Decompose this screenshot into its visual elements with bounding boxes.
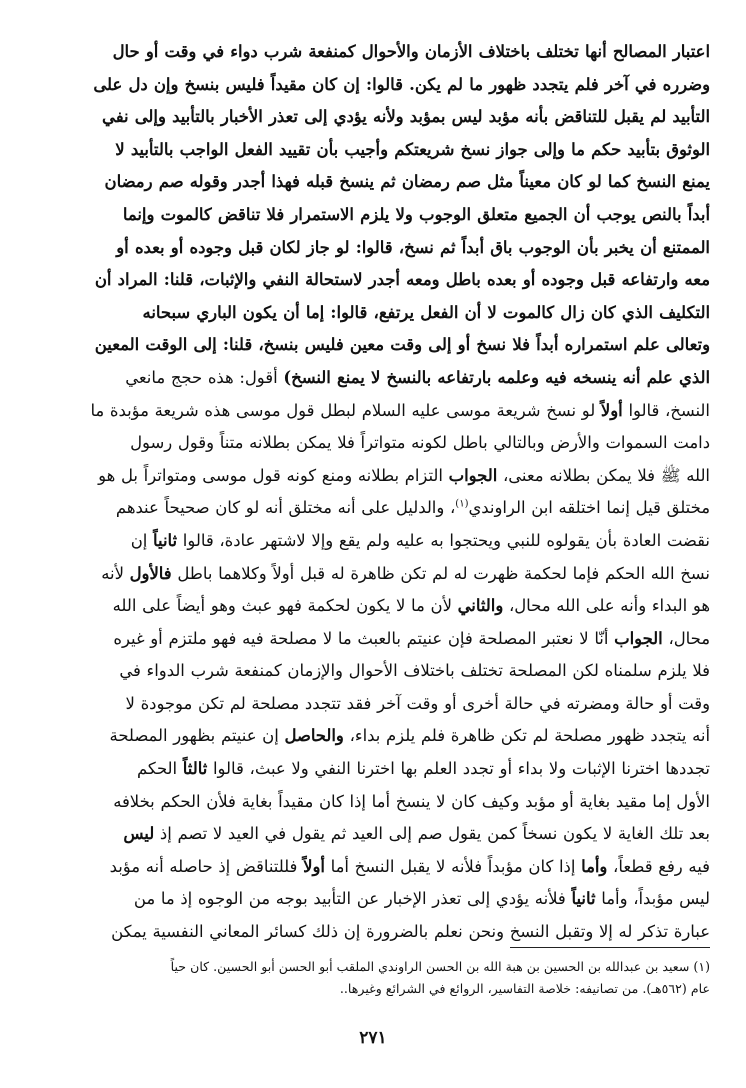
text-segment: والحاصل [284, 726, 344, 746]
text-line [36, 395, 710, 428]
footnote-line: (١) سعيد بن عبدالله بن الحسين بن هبة الله بن الحسن الراوندي الملقب أبو الحسن أبو الحسين. كان حياً [170, 959, 710, 974]
text-line [36, 427, 710, 460]
text-segment: يمنع النسخ كما لو كان معيناً مثل صم رمضان ثم ينسخ قبله فهذا أجدر وقوله صم رمضان [104, 172, 710, 192]
text-segment: دامت السموات والأرض وبالتالي باطل لكونه متواتراً فلا يمكن بطلانه متناً وقول رسول [130, 433, 710, 453]
text-segment: التأبيد لم يقبل للتناقض بأنه مؤبد ليس بمؤبد ولأنه يؤدي إلى تعذر الأخبار بالتأبيد وإلى نفي [102, 107, 710, 127]
text-segment: أولاً [600, 400, 623, 420]
text-line [36, 753, 710, 786]
text-segment: إذا كان مؤبداً فلأنه لا يقبل النسخ أما [324, 856, 582, 876]
text-segment: أبداً بالنص يوجب أن الجميع متعلق الوجوب ولا يلزم الاستمرار فلا تناقض كالموت وإنما [122, 204, 710, 224]
text-segment: الجواب [614, 628, 663, 648]
text-line [36, 851, 710, 884]
text-segment: مختلق قيل إنما اختلقه ابن الراوندي [468, 498, 710, 518]
text-line [36, 590, 710, 623]
text-line [36, 818, 710, 851]
footnote-divider [510, 947, 710, 948]
text-line [36, 558, 710, 591]
text-segment: معه وارتفاعه قبل وجوده أو بعده باطل ومعه أجدر لاستحالة النفي والإثبات، قلنا: المراد أن [94, 270, 710, 290]
text-segment: أقول: هذه حجج مانعي [125, 367, 284, 387]
text-line [36, 688, 710, 721]
text-segment: التكليف الذي كان زال كالموت لا أن الفعل يرتفع، قالوا: إما أن يكون الباري سبحانه [142, 302, 710, 322]
text-segment: الممتنع أن يخبر بأن الوجوب باق أبداً ثم نسخ، قالوا: لو جاز لكان قبل وجوده أو بعده أو [116, 237, 710, 257]
text-segment: لأنه [101, 563, 130, 583]
footnote-line: عام (٥٦٢هـ). من تصانيفه: خلاصة التفاسير، الروائع في الشرائع وغيرها.. [339, 981, 710, 996]
text-line [36, 36, 710, 69]
text-line [36, 883, 710, 916]
text-segment: إن عنيتم بظهور المصلحة [109, 726, 285, 746]
text-line [36, 134, 710, 167]
text-segment: فالأول [129, 563, 172, 583]
text-line [36, 655, 710, 688]
text-segment: الله ﷺ فلا يمكن بطلانه معنى، [497, 465, 710, 485]
text-segment: التزام بطلانه ومنع كونه قول موسى ومتواتراً بل هو [98, 465, 449, 485]
text-line [36, 199, 710, 232]
footnote-marker: (١) [455, 498, 469, 510]
text-segment: لو نسخ شريعة موسى عليه السلام لبطل قول موسى هذه شريعة مؤبدة ما [90, 400, 601, 420]
text-segment: ليس [123, 824, 155, 844]
text-segment: فلا يلزم سلمناه لكن المصلحة تختلف باختلاف الأحوال والإزمان كمنفعة شرب الدواء في [119, 661, 710, 681]
text-line [36, 492, 710, 525]
text-line [36, 232, 710, 265]
text-line [36, 101, 710, 134]
text-line [36, 297, 710, 330]
text-line [36, 329, 710, 362]
text-segment: ، والدليل على أنه مختلق أنه لو كان صحيحاً عندهم [115, 498, 456, 518]
text-line [36, 720, 710, 753]
text-segment: الوثوق بتأبيد حكم ما وإلى جواز نسخ شريعتكم وأجيب بأن تقييد الفعل الواجب بالتأبيد لا [115, 139, 710, 159]
text-line [36, 460, 710, 493]
text-segment: وضرره في آخر فلم يتجدد ظهور ما لم يكن. قالوا: إن كان مقيداً فليس بنسخ وإن دل على [93, 74, 710, 94]
text-segment: أنه يتجدد ظهور مصلحة لم تكن ظاهرة فلم يلزم بداء، [343, 726, 710, 746]
text-line [36, 69, 710, 102]
text-line [36, 362, 710, 395]
text-segment: وتعالى علم استمراره أبداً فلا نسخ أو إلى وقت معين فليس بنسخ، قلنا: إلى الوقت المعين [94, 335, 710, 355]
text-segment: ليس مؤبداً، وأما [595, 889, 710, 909]
text-segment: فللتناقض إذ حاصله أنه مؤبد [109, 856, 304, 876]
text-segment: أنّا لا نعتبر المصلحة فإن عنيتم بالعبث ما لا مصلحة فيه فهو ملتزم أو غيره [113, 628, 615, 648]
text-segment: لأن ما لا يكون لحكمة فهو عبث وهو أيضاً على الله [112, 596, 458, 616]
footnote [36, 956, 710, 1000]
text-segment: الجواب [448, 465, 498, 485]
text-segment: أولاً [303, 856, 325, 876]
text-line [36, 166, 710, 199]
text-segment: تجددها اخترنا الإثبات ولا بداء أو تجدد العلم بها اخترنا النفي ولا عبث، قالوا [207, 759, 710, 779]
text-line [36, 264, 710, 297]
text-segment: ثانياً [571, 889, 596, 909]
main-text [36, 36, 710, 949]
text-line [36, 916, 710, 949]
page-number: ٢٧١ [359, 1028, 387, 1048]
text-segment: إن [130, 530, 154, 550]
text-segment: فلأنه يؤدي إلى تعذر الإخبار عن التأبيد بوجه من الوجوه إذ ما من [133, 889, 572, 909]
text-segment: هو البداء وأنه على الله محال، [503, 596, 710, 616]
text-segment: فيه رفع قطعاً، [607, 856, 710, 876]
text-segment: اعتبار المصالح أنها تختلف باختلاف الأزمان والأحوال كمنفعة شرب دواء في وقت أو حال [112, 42, 710, 61]
text-segment: الحكم [136, 759, 183, 779]
text-line [36, 623, 710, 656]
text-segment: ثانياً [153, 530, 178, 550]
text-segment: بعد تلك الغاية لا يكون نسخاً كمن يقول صم إلى العيد ثم يقول في العيد لا تصم إذ [154, 824, 710, 844]
text-segment: النسخ، قالوا [622, 400, 710, 420]
text-segment: عبارة تذكر له إلا وتقبل النسخ ونحن نعلم بالضرورة إن ذلك كسائر المعاني النفسية يمكن [111, 922, 710, 942]
text-segment: نسخ الله الحكم فإما لحكمة ظهرت له لم تكن ظاهرة له قبل أولاً وكلاهما باطل [171, 563, 710, 583]
text-line [36, 525, 710, 558]
text-segment: الذي علم أنه ينسخه فيه وعلمه بارتفاعه بالنسخ لا يمنع النسخ) [283, 367, 710, 387]
text-segment: نقضت العادة بأن يقولوه للنبي ويحتجوا به عليه ولم يقع وإلا لاشتهر عادة، قالوا [177, 530, 710, 550]
text-segment: الأول إما مقيد بغاية أو مؤبد وكيف كان لا ينسخ أما إذا كان مقيداً بغاية فلأن الحكم بخلافه [113, 791, 710, 811]
text-segment: ثالثاً [182, 759, 208, 779]
text-segment: وأما [581, 856, 608, 876]
text-segment: وقت أو حالة ومضرته في حالة أخرى أو وقت آخر فقد تتجدد مصلحة لم تكن موجودة لا [125, 693, 710, 713]
text-segment: محال، [662, 628, 710, 648]
text-segment: والثاني [457, 596, 504, 616]
text-line [36, 786, 710, 819]
